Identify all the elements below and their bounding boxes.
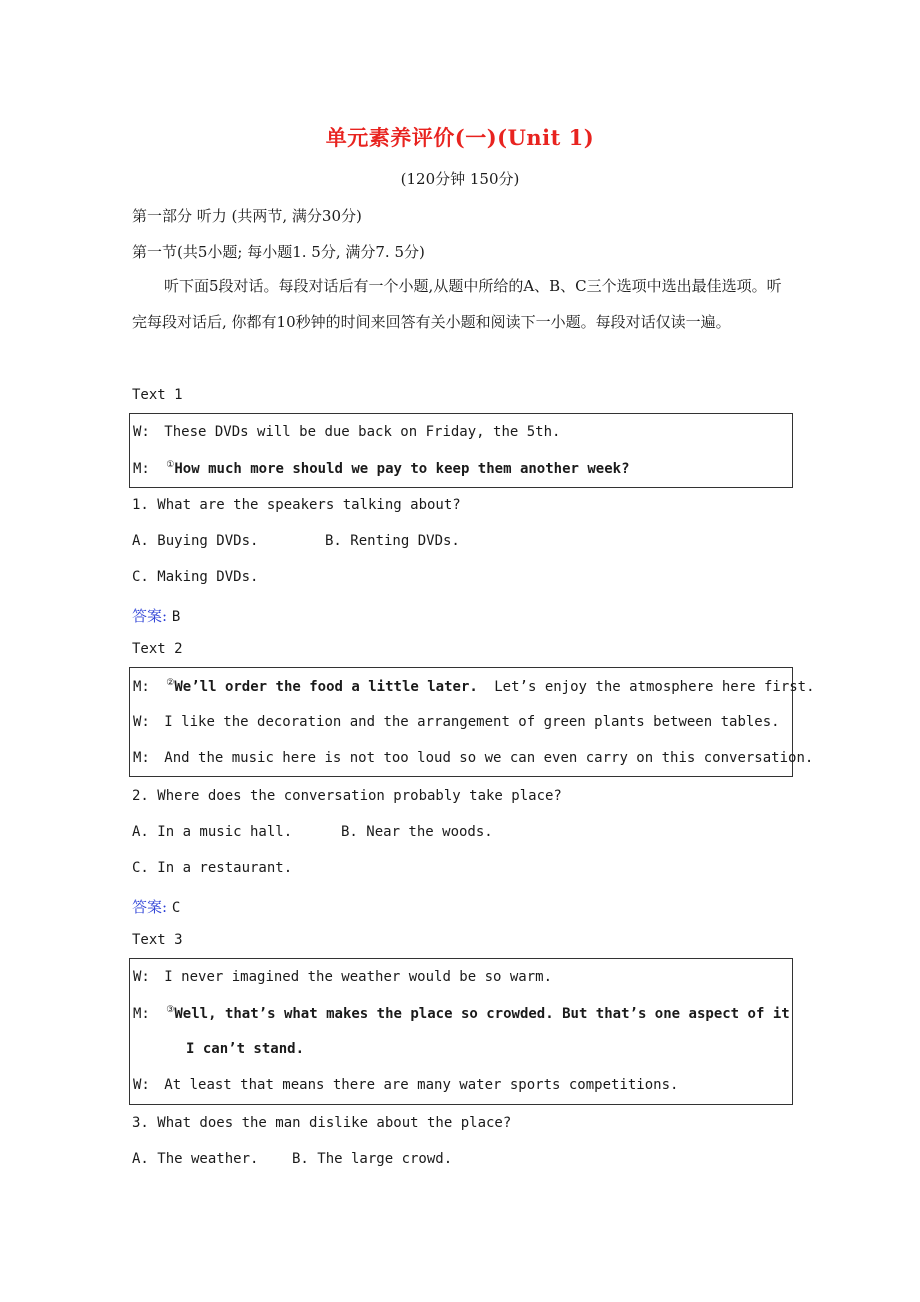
q3-option-a: A. The weather. — [132, 1151, 259, 1167]
speaker-label: W: — [133, 424, 150, 440]
note-marker: ① — [166, 460, 175, 470]
dialogue-line — [133, 424, 560, 440]
speaker-label: M: — [133, 750, 150, 766]
text1-dialogue-box — [129, 413, 793, 488]
speaker-label: M: — [133, 461, 150, 477]
section-heading: 第一节(共5小题; 每小题1. 5分, 满分7. 5分) — [132, 243, 425, 261]
dialogue-line — [133, 460, 630, 477]
q1-option-c: C. Making DVDs. — [132, 569, 259, 585]
q1-answer — [132, 605, 180, 626]
dialogue-text: Let’s enjoy the atmosphere here first. — [494, 679, 815, 695]
dialogue-text: I like the decoration and the arrangement of green plants between tables. — [164, 714, 780, 730]
question-2: 2. Where does the conversation probably take place? — [132, 788, 562, 804]
exam-duration-score: (120分钟 150分) — [400, 170, 520, 188]
instruction-paragraph: 听下面5段对话。每段对话后有一个小题,从题中所给的A、B、C三个选项中选出最佳选项。听完每段对话后, 你都有10秒钟的时间来回答有关小题和阅读下一小题。每段对话仅读一遍。 — [132, 277, 782, 331]
text1-heading: Text 1 — [132, 387, 183, 403]
dialogue-text: These DVDs will be due back on Friday, the 5th. — [164, 424, 561, 440]
dialogue-text: And the music here is not too loud so we can even carry on this conversation. — [164, 750, 814, 766]
dialogue-line — [133, 1005, 790, 1022]
text2-dialogue-box — [129, 667, 815, 777]
speaker-label: W: — [133, 969, 150, 985]
speaker-label: W: — [133, 714, 150, 730]
note-marker: ② — [166, 678, 175, 688]
text3-dialogue-box — [129, 958, 793, 1105]
answer-value: C — [171, 900, 181, 916]
dialogue-continuation: I can’t stand. — [186, 1041, 305, 1057]
dialogue-text-bold: We’ll order the food a little later. — [174, 679, 478, 695]
q2-answer — [132, 896, 180, 917]
dialogue-line — [133, 1077, 678, 1093]
answer-label: 答案: — [132, 898, 168, 916]
part-heading: 第一部分 听力 (共两节, 满分30分) — [132, 207, 362, 225]
question-1: 1. What are the speakers talking about? — [132, 497, 461, 513]
speaker-label: M: — [133, 679, 150, 695]
answer-value: B — [171, 609, 181, 625]
dialogue-line — [133, 678, 815, 695]
answer-label: 答案: — [132, 607, 168, 625]
dialogue-text: I never imagined the weather would be so warm. — [164, 969, 553, 985]
question-3: 3. What does the man dislike about the place? — [132, 1115, 512, 1131]
dialogue-line — [133, 969, 552, 985]
q2-option-a: A. In a music hall. — [132, 824, 293, 840]
speaker-label: M: — [133, 1006, 150, 1022]
q3-option-b: B. The large crowd. — [292, 1151, 453, 1167]
text2-heading: Text 2 — [132, 641, 183, 657]
note-marker: ③ — [166, 1005, 175, 1015]
speaker-label: W: — [133, 1077, 150, 1093]
dialogue-line — [133, 750, 813, 766]
q2-option-b: B. Near the woods. — [341, 824, 493, 840]
page-title: 单元素养评价(一)(Unit 1) — [325, 125, 595, 150]
q1-option-b: B. Renting DVDs. — [325, 533, 460, 549]
dialogue-text-bold: Well, that’s what makes the place so crowded. But that’s one aspect of it — [174, 1006, 790, 1022]
text3-heading: Text 3 — [132, 932, 183, 948]
q1-option-a: A. Buying DVDs. — [132, 533, 259, 549]
dialogue-text: How much more should we pay to keep them another week? — [174, 461, 630, 477]
dialogue-text: At least that means there are many water sports competitions. — [164, 1077, 679, 1093]
q2-option-c: C. In a restaurant. — [132, 860, 293, 876]
dialogue-line — [133, 714, 780, 730]
